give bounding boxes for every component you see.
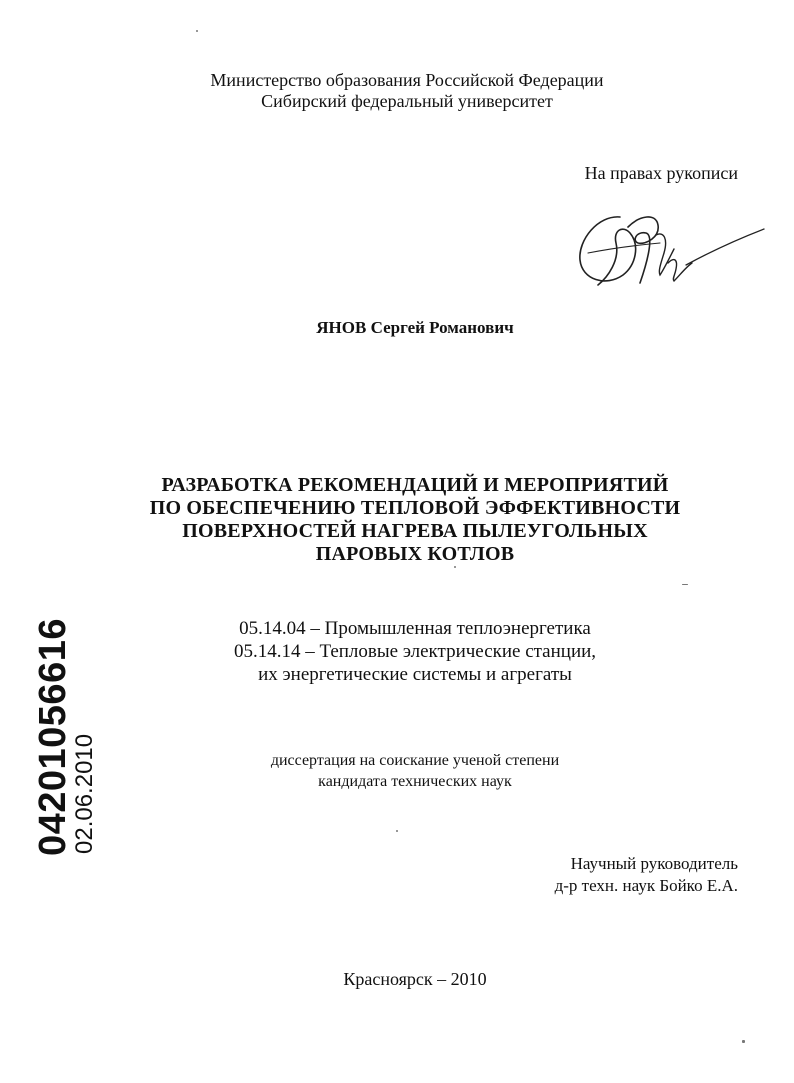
scan-speck [396, 830, 398, 832]
institution-header [10, 70, 794, 112]
city-year: Красноярск – 2010 [343, 969, 487, 989]
stamp-number: 04201056616 [32, 618, 74, 856]
scan-speck [742, 1040, 745, 1043]
ministry-name: Министерство образования Российской Федерации [210, 70, 604, 90]
supervisor-name: д-р техн. наук Бойко Е.А. [554, 876, 738, 895]
title-line: ПОВЕРХНОСТЕЙ НАГРЕВА ПЫЛЕУГОЛЬНЫХ [182, 520, 648, 542]
scan-speck [682, 584, 688, 585]
specialty-line: 05.14.04 – Промышленная теплоэнергетика [239, 618, 591, 639]
stamp-date: 02.06.2010 [71, 733, 98, 854]
supervisor-role: Научный руководитель [570, 854, 738, 873]
specialty-line: их энергетические системы и агрегаты [258, 664, 572, 685]
title-line: ПО ОБЕСПЕЧЕНИЮ ТЕПЛОВОЙ ЭФФЕКТИВНОСТИ [149, 497, 681, 519]
university-name: Сибирский федеральный университет [261, 91, 553, 111]
library-stamp [34, 618, 98, 856]
manuscript-note: На правах рукописи [584, 163, 738, 183]
author-name: ЯНОВ Сергей Романович [316, 318, 514, 337]
degree-line: кандидата технических наук [318, 773, 512, 790]
specialty-codes [18, 617, 794, 686]
specialty-line: 05.14.14 – Тепловые электрические станции, [233, 641, 597, 662]
title-line: ПАРОВЫХ КОТЛОВ [315, 543, 515, 565]
degree-statement [18, 750, 794, 792]
signature-image [568, 205, 768, 295]
dissertation-title [18, 474, 794, 566]
scientific-supervisor [555, 853, 738, 897]
title-line: РАЗРАБОТКА РЕКОМЕНДАЦИЙ И МЕРОПРИЯТИЙ [161, 474, 669, 496]
degree-line: диссертация на соискание ученой степени [270, 752, 560, 769]
scan-speck [454, 566, 456, 568]
scan-speck [196, 30, 198, 32]
